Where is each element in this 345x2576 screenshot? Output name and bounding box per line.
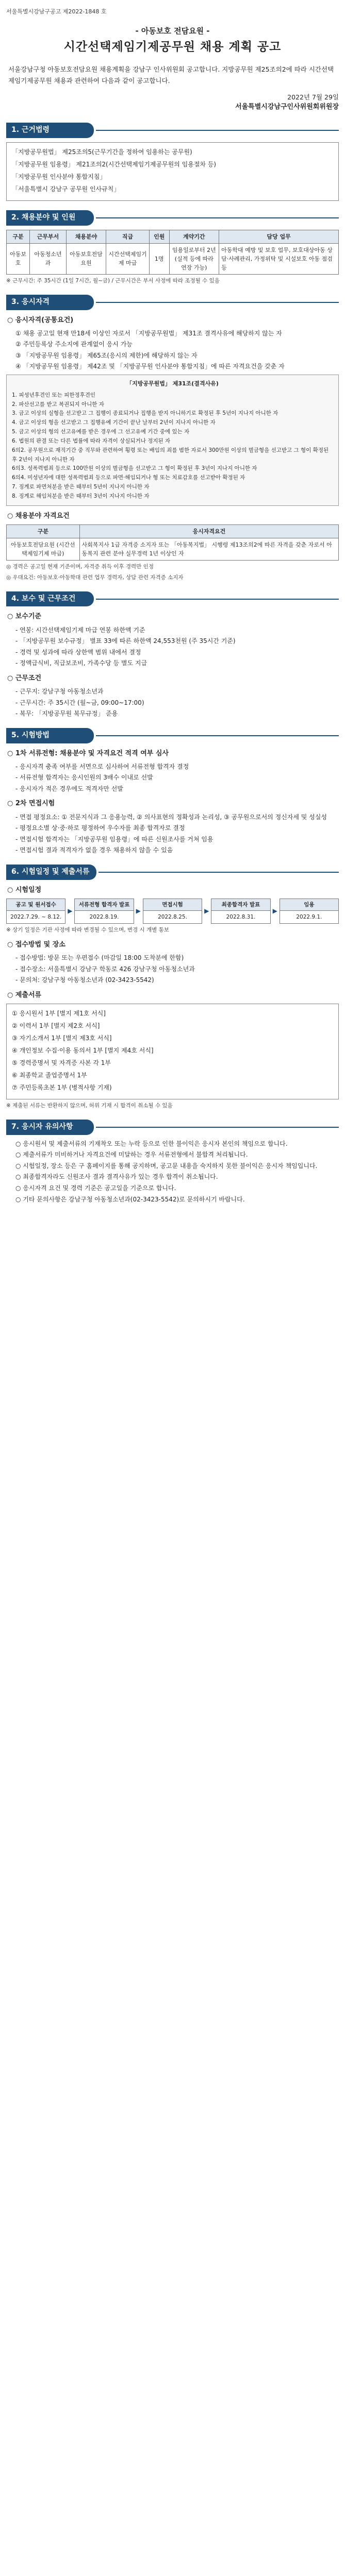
disqualification-box [6, 375, 339, 506]
schedule-flow [6, 899, 339, 924]
list-item: - 응시자격 충족 여부를 서면으로 심사하여 서류전형 합격자 결정 [15, 762, 189, 770]
section-title: 5. 시험방법 [6, 728, 94, 743]
table-cell: 아동학대 예방 및 보호 업무, 보호대상아동 상담·사례관리, 가정위탁 및 시설보호 아동 점검 등 [219, 243, 339, 274]
requirements-note: ◎ 경력은 공고일 현재 기준이며, 자격증 취득 이후 경력만 인정 [6, 564, 154, 570]
notice-number: 서울특별시강남구공고 제2022-1848 호 [6, 8, 107, 15]
schedule-step-label: 임용 [280, 899, 338, 911]
list-item: - 경력 및 성과에 따라 상한액 범위 내에서 결정 [15, 648, 141, 656]
schedule-step [74, 899, 134, 924]
cautions-list [6, 1139, 339, 1205]
list-item: - 접수장소: 서울특별시 강남구 학동로 426 강남구청 아동청소년과 [15, 965, 195, 973]
list-item: ① 채용 공고일 현재 만18세 이상인 자로서 「지방공무원법」 제31조 결격사유에 해당하지 않는 자 [15, 329, 282, 337]
table-header: 직급 [106, 230, 150, 243]
arrow-right-icon: ▶ [68, 907, 73, 915]
arrow-right-icon: ▶ [204, 907, 209, 915]
table-header: 계약기간 [169, 230, 219, 243]
schedule-step-label: 최종합격자 발표 [211, 899, 270, 911]
list-item: ② 이력서 1부 [별지 제2호 서식] [12, 1022, 100, 1030]
legal-basis-list [6, 142, 339, 201]
table-row [7, 243, 339, 274]
schedule-step-label: 공고 및 원서접수 [7, 899, 65, 911]
schedule-step [143, 899, 202, 924]
section-title: 4. 보수 및 근무조건 [6, 591, 94, 607]
schedule-note: ※ 상기 일정은 기관 사정에 따라 변경될 수 있으며, 변경 시 개별 통보 [6, 927, 169, 934]
schedule-step-date: 2022.7.29. ~ 8.12. [10, 914, 62, 921]
table-cell: 임용일로부터 2년 (실적 등에 따라 연장 가능) [169, 243, 219, 274]
table-cell: 1명 [149, 243, 169, 274]
list-item: 「서울특별시 강남구 공무원 인사규칙」 [12, 185, 120, 193]
list-item: ⑤ 경력증명서 및 자격증 사본 각 1부 [12, 1059, 111, 1067]
list-item: ○ 기타 문의사항은 강남구청 아동청소년과(02-3423-5542)로 문의하시기 바랍니다. [15, 1195, 245, 1203]
table-cell: 아동보호전담요원 [66, 243, 106, 274]
schedule-step-label: 면접시험 [143, 899, 202, 911]
work-list [6, 687, 339, 719]
application-subtitle: ○ 접수방법 및 장소 [7, 941, 65, 949]
list-item: - 응시자가 적은 경우에도 적격자만 선발 [15, 785, 123, 792]
section-exam-method [6, 728, 339, 855]
notice-date: 2022년 7월 29일 [287, 93, 339, 101]
list-item: 1. 피성년후견인 또는 피한정후견인 [12, 392, 96, 398]
table-cell: 사회복지사 1급 자격증 소지자 또는 「아동복지법」 시행령 제13조의2에 따른 자격을 갖춘 자로서 아동복지 관련 분야 실무경력 1년 이상인 자 [79, 538, 338, 561]
section-title: 7. 응시자 유의사항 [6, 1120, 94, 1135]
list-item: 5. 금고 이상의 형의 선고유예를 받은 경우에 그 선고유예 기간 중에 있는 자 [12, 429, 190, 435]
list-item: - 근무시간: 주 35시간 (월~금, 09:00~17:00) [15, 699, 144, 706]
list-item: 「지방공무원법」 제25조의5(근무기간을 정하여 임용하는 공무원) [12, 148, 192, 156]
schedule-subtitle: ○ 시험일정 [7, 886, 42, 894]
section-title: 1. 근거법령 [6, 123, 94, 138]
requirements-note: ◎ 우대요건: 아동보호·아동학대 관련 업무 경력자, 상담 관련 자격증 소지자 [6, 574, 184, 581]
documents-note: ※ 제출된 서류는 반환하지 않으며, 허위 기재 시 합격이 취소될 수 있음 [6, 1103, 173, 1109]
document-screening-subtitle: ○ 1차 서류전형: 채용분야 및 자격요건 적격 여부 심사 [7, 749, 169, 757]
interview-list [6, 812, 339, 855]
table-cell: 아동보호 [7, 243, 30, 274]
disqualification-title: 「지방공무원법」 제31조(결격사유) [126, 380, 219, 387]
list-item: - 면접시험 합격자는 「지방공무원 임용령」에 따른 신원조사를 거쳐 임용 [15, 835, 213, 843]
schedule-step-label: 서류전형 합격자 발표 [75, 899, 133, 911]
list-item: 3. 금고 이상의 실형을 선고받고 그 집행이 종료되거나 집행을 받지 아니하기로 확정된 후 5년이 지나지 아니한 자 [12, 410, 278, 417]
section-title: 3. 응시자격 [6, 295, 94, 310]
section-positions [6, 210, 339, 285]
section-legal-basis [6, 123, 339, 201]
list-item: - 「지방공무원 보수규정」 별표 33에 따른 하한액 24,553천원 (주 35시간 기준) [15, 637, 236, 645]
notice-issuer: 서울특별시강남구인사위원회위원장 [235, 103, 339, 111]
notice-subtitle: - 아동보호 전담요원 - [135, 26, 210, 36]
pay-subtitle: ○ 보수기준 [7, 613, 42, 621]
list-item: ③ 「지방공무원 임용령」 제65조(응시의 제한)에 해당하지 않는 자 [15, 351, 198, 359]
arrow-right-icon: ▶ [272, 907, 277, 915]
table-header: 구분 [7, 230, 30, 243]
table-cell: 아동보호전담요원 (시간선택제임기제 마급) [7, 538, 80, 561]
qualifications-subtitle: ○ 응시자격(공통요건) [7, 316, 74, 324]
list-item: - 연봉: 시간선택제임기제 마급 연봉 하한액 기준 [15, 626, 145, 634]
list-item: ○ 최종합격자라도 신원조사 결과 결격사유가 있는 경우 합격이 취소됩니다. [15, 1173, 218, 1181]
table-row [7, 538, 339, 561]
list-item: - 문의처: 강남구청 아동청소년과 (02-3423-5542) [15, 976, 154, 984]
schedule-step-date: 2022.8.19. [89, 914, 119, 921]
list-item: ○ 시험일정, 장소 등은 구 홈페이지를 통해 공지하며, 공고문 내용을 숙지하지 못한 불이익은 응시자 책임입니다. [15, 1162, 318, 1170]
table-cell: 아동청소년과 [30, 243, 67, 274]
schedule-step-date: 2022.9.1. [296, 914, 322, 921]
list-item: 4. 금고 이상의 형을 선고받고 그 집행유예 기간이 끝난 날부터 2년이 지나지 아니한 자 [12, 419, 216, 426]
list-item: 2. 파산선고를 받고 복권되지 아니한 자 [12, 401, 104, 408]
schedule-step [280, 899, 339, 924]
schedule-step [6, 899, 65, 924]
requirements-subtitle: ○ 채용분야 자격요건 [7, 512, 70, 520]
table-header: 구분 [7, 524, 80, 538]
list-item: - 접수방법: 방문 또는 우편접수 (마감일 18:00 도착분에 한함) [15, 954, 184, 962]
list-item: ① 응시원서 1부 [별지 제1호 서식] [12, 1010, 106, 1018]
application-list [6, 953, 339, 985]
arrow-right-icon: ▶ [136, 907, 141, 915]
list-item: 6의3. 성폭력범죄 등으로 100만원 이상의 벌금형을 선고받고 그 형이 확정된 후 3년이 지나지 아니한 자 [12, 465, 257, 472]
list-item: ⑦ 주민등록초본 1부 (병적사항 기재) [12, 1084, 112, 1092]
list-item: ○ 제출서류가 미비하거나 자격요건에 미달하는 경우 서류전형에서 불합격 처리됩니다. [15, 1151, 248, 1159]
documents-subtitle: ○ 제출서류 [7, 991, 42, 999]
list-item: - 면접시험 결과 적격자가 없을 경우 채용하지 않을 수 있음 [15, 846, 173, 854]
list-item: ○ 응시자격 요건 및 경력 기준은 공고일을 기준으로 합니다. [15, 1184, 176, 1192]
table-header: 근무부서 [30, 230, 67, 243]
work-subtitle: ○ 근무조건 [7, 674, 42, 682]
list-item: - 면접 평정요소: ① 전문지식과 그 응용능력, ② 의사표현의 정확성과 논리성, ③ 공무원으로서의 정신자세 및 성실성 [15, 813, 327, 821]
pay-list [6, 625, 339, 668]
interview-subtitle: ○ 2차 면접시험 [7, 800, 55, 808]
document-screening-list [6, 762, 339, 794]
documents-list [6, 1004, 339, 1099]
list-item: 6의4. 미성년자에 대한 성폭력범죄 등으로 파면·해임되거나 형 또는 치료감호를 선고받아 확정된 자 [12, 474, 245, 481]
list-item: ○ 응시원서 및 제출서류의 기재착오 또는 누락 등으로 인한 불이익은 응시자 본인의 책임으로 합니다. [15, 1140, 288, 1147]
positions-table [6, 230, 339, 275]
table-header: 인원 [149, 230, 169, 243]
list-item: 「지방공무원 임용령」 제21조의2(시간선택제임기제공무원의 임용절차 등) [12, 161, 217, 168]
list-item: 6의2. 공무원으로 재직기간 중 직무와 관련하여 횡령 또는 배임의 죄를 범한 자로서 300만원 이상의 벌금형을 선고받고 그 형이 확정된 후 2년이 지나지 아니한 자 [12, 447, 329, 463]
list-item: - 근무지: 강남구청 아동청소년과 [15, 688, 104, 696]
list-item: ④ 「지방공무원 임용령」 제42조 및 「지방공무원 인사분야 통합지침」에 따른 자격요건을 갖춘 자 [15, 363, 285, 370]
section-title: 6. 시험일정 및 제출서류 [6, 865, 96, 880]
schedule-step-date: 2022.8.31. [226, 914, 256, 921]
table-header: 응시자격요건 [79, 524, 338, 538]
section-qualifications [6, 295, 339, 582]
list-item: 6. 법원의 판결 또는 다른 법률에 따라 자격이 상실되거나 정지된 자 [12, 437, 171, 444]
notice-page [0, 0, 345, 1218]
list-item: ③ 자기소개서 1부 [별지 제3호 서식] [12, 1035, 112, 1042]
table-header: 담당 업무 [219, 230, 339, 243]
positions-note: ※ 근무시간: 주 35시간 (1일 7시간, 월~금) / 근무시간은 부서 사정에 따라 조정될 수 있음 [6, 278, 220, 284]
qualifications-list [6, 329, 339, 371]
list-item: ④ 개인정보 수집·이용 동의서 1부 [별지 제4호 서식] [12, 1047, 154, 1055]
list-item: 8. 징계로 해임처분을 받은 때부터 3년이 지나지 아니한 자 [12, 493, 150, 499]
list-item: ② 주민등록상 주소지에 관계없이 응시 가능 [15, 341, 133, 348]
section-cautions [6, 1120, 339, 1204]
table-cell: 시간선택제임기제 마급 [106, 243, 150, 274]
list-item: - 서류전형 합격자는 응시인원의 3배수 이내로 선발 [15, 774, 153, 782]
list-item: 7. 징계로 파면처분을 받은 때부터 5년이 지나지 아니한 자 [12, 484, 150, 490]
list-item: ⑥ 최종학교 졸업증명서 1부 [12, 1072, 87, 1079]
notice-intro: 서울강남구청 아동보호전담요원 채용계획을 강남구 인사위원회 공고합니다. 지방공무원 제25조의2에 따라 시간선택제임기제공무원 채용과 관련하여 다음과 같이 공고합니다. [8, 65, 334, 85]
list-item: - 평정요소별 상·중·하로 평정하여 우수자를 최종 합격자로 결정 [15, 824, 185, 832]
list-item: - 정액급식비, 직급보조비, 가족수당 등 별도 지급 [15, 659, 147, 667]
notice-title: 시간선택제임기제공무원 채용 계획 공고 [63, 40, 282, 54]
schedule-step [211, 899, 270, 924]
table-header: 채용분야 [66, 230, 106, 243]
section-pay-conditions [6, 591, 339, 719]
schedule-step-date: 2022.8.25. [158, 914, 187, 921]
list-item: 「지방공무원 인사분야 통합지침」 [12, 173, 106, 181]
list-item: - 복무: 「지방공무원 복무규정」 준용 [15, 710, 118, 718]
section-schedule-documents [6, 865, 339, 1110]
section-title: 2. 채용분야 및 인원 [6, 210, 94, 226]
requirements-table [6, 524, 339, 561]
